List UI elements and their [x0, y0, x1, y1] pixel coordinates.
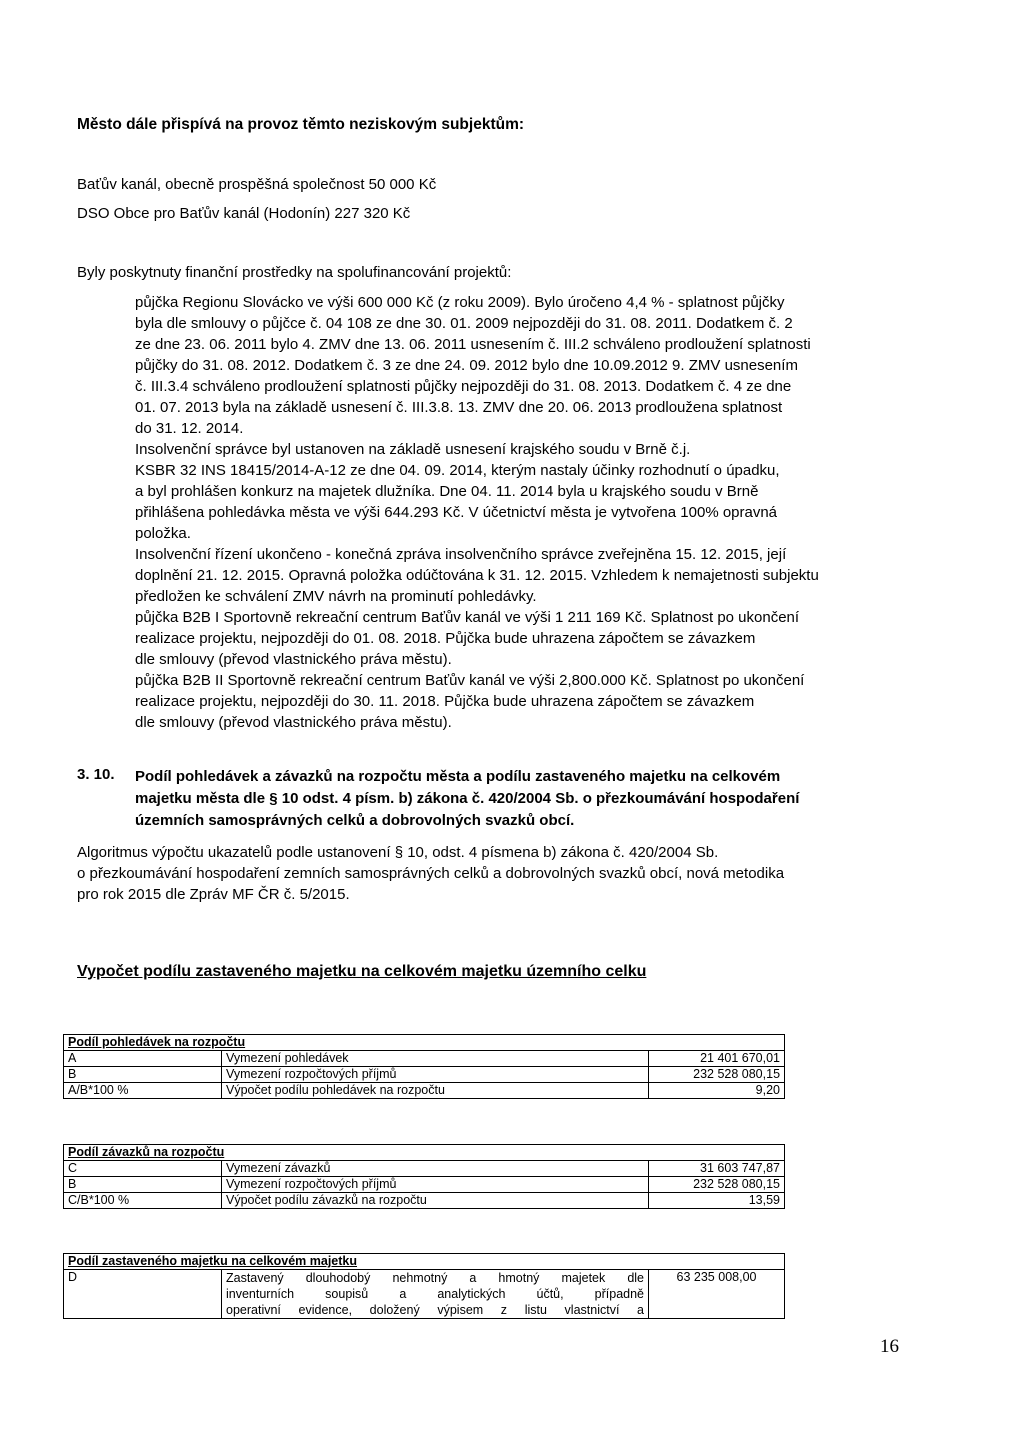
row-description: Vymezení rozpočtových příjmů: [222, 1067, 649, 1083]
row-description: Výpočet podílu pohledávek na rozpočtu: [222, 1083, 649, 1099]
table-title: Podíl zastaveného majetku na celkovém majetku: [64, 1254, 649, 1270]
row-value: 232 528 080,15: [649, 1177, 785, 1193]
table-row: [64, 1193, 785, 1209]
page-heading: Město dále přispívá na provoz těmto neziskovým subjektům:: [77, 116, 525, 133]
section-number: 3. 10.: [77, 766, 115, 783]
row-code: D: [64, 1270, 222, 1319]
algorithm-line: pro rok 2015 dle Zpráv MF ČR č. 5/2015.: [77, 886, 350, 903]
table-row: [64, 1270, 785, 1319]
row-description: Vymezení pohledávek: [222, 1051, 649, 1067]
row-description-line: Zastavený dlouhodobý nehmotný a hmotný majetek dle: [226, 1271, 645, 1285]
body-line: půjčka Regionu Slovácko ve výši 600 000 Kč (z roku 2009). Bylo úročeno 4,4 % - splatnost půjčky: [135, 294, 785, 311]
section-title-line: majetku města dle § 10 odst. 4 písm. b) zákona č. 420/2004 Sb. o přezkoumávání hospodaření: [135, 790, 800, 807]
subject-line: Baťův kanál, obecně prospěšná společnost 50 000 Kč: [77, 176, 437, 193]
body-line: č. III.3.4 schváleno prodloužení splatnosti půjčky nejpozději do 31. 08. 2013. Dodatkem č. 4 ze dne: [135, 378, 792, 395]
body-line: do 31. 12. 2014.: [135, 420, 244, 437]
row-code: B: [64, 1177, 222, 1193]
row-code: B: [64, 1067, 222, 1083]
table-row: [64, 1067, 785, 1083]
section-title-line: územních samosprávných celků a dobrovolných svazků obcí.: [135, 812, 575, 829]
row-code: C: [64, 1161, 222, 1177]
calculation-title: Vypočet podílu zastaveného majetku na celkovém majetku územního celku: [77, 963, 647, 980]
body-line: dle smlouvy (převod vlastnického práva městu).: [135, 714, 452, 731]
section-title-line: Podíl pohledávek a závazků na rozpočtu města a podílu zastaveného majetku na celkovém: [135, 768, 781, 785]
row-description: Vymezení rozpočtových příjmů: [222, 1177, 649, 1193]
row-value: 9,20: [649, 1083, 785, 1099]
body-line: Insolvenční řízení ukončeno - konečná zpráva insolvenčního správce zveřejněna 15. 12. 2015, její: [135, 546, 787, 563]
table-title: Podíl pohledávek na rozpočtu: [64, 1035, 649, 1051]
row-value: 31 603 747,87: [649, 1161, 785, 1177]
row-code: A: [64, 1051, 222, 1067]
liabilities-table: [63, 1144, 785, 1209]
row-description-line: inventurních soupisů a analytických účtů, případně: [226, 1287, 645, 1301]
receivables-table: [63, 1034, 785, 1099]
body-line: realizace projektu, nejpozději do 01. 08. 2018. Půjčka bude uhrazena zápočtem se závazkem: [135, 630, 756, 647]
body-line: realizace projektu, nejpozději do 30. 11. 2018. Půjčka bude uhrazena zápočtem se závazkem: [135, 693, 755, 710]
row-code: C/B*100 %: [64, 1193, 222, 1209]
body-line: dle smlouvy (převod vlastnického práva městu).: [135, 651, 452, 668]
row-description: [222, 1270, 649, 1319]
row-value: 63 235 008,00: [649, 1270, 785, 1319]
body-line: půjčka B2B I Sportovně rekreační centrum Baťův kanál ve výši 1 211 169 Kč. Splatnost po ukončení: [135, 609, 800, 626]
body-line: Insolvenční správce byl ustanoven na základě usnesení krajského soudu v Brně č.j.: [135, 441, 691, 458]
table-title: Podíl závazků na rozpočtu: [64, 1145, 649, 1161]
table-row: [64, 1177, 785, 1193]
subject-line: DSO Obce pro Baťův kanál (Hodonín) 227 320 Kč: [77, 205, 411, 222]
pledged-assets-table: [63, 1253, 785, 1319]
row-value: 232 528 080,15: [649, 1067, 785, 1083]
body-line: KSBR 32 INS 18415/2014-A-12 ze dne 04. 09. 2014, kterým nastaly účinky rozhodnutí o úpadku,: [135, 462, 780, 479]
body-line: byla dle smlouvy o půjčce č. 04 108 ze dne 30. 01. 2009 nejpozději do 31. 08. 2011. Dodatkem č. 2: [135, 315, 793, 332]
body-line: 01. 07. 2013 byla na základě usnesení č. III.3.8. 13. ZMV dne 20. 06. 2013 prodloužena splatnost: [135, 399, 783, 416]
body-line: přihlášena pohledávka města ve výši 644.293 Kč. V účetnictví města je vytvořena 100% opravná: [135, 504, 778, 521]
body-line: půjčky do 31. 08. 2012. Dodatkem č. 3 ze dne 24. 09. 2012 bylo dne 10.09.2012 9. ZMV usnesením: [135, 357, 798, 374]
row-description: Vymezení závazků: [222, 1161, 649, 1177]
page-number: 16: [880, 1336, 899, 1357]
table-row: [64, 1051, 785, 1067]
row-description-line: operativní evidence, doložený výpisem z listu vlastnictví a: [226, 1303, 645, 1317]
body-line: položka.: [135, 525, 191, 542]
projects-intro: Byly poskytnuty finanční prostředky na spolufinancování projektů:: [77, 264, 512, 281]
row-code: A/B*100 %: [64, 1083, 222, 1099]
table-row: [64, 1161, 785, 1177]
algorithm-paragraph: [77, 842, 905, 905]
table-row: [64, 1083, 785, 1099]
row-value: 13,59: [649, 1193, 785, 1209]
row-description: Výpočet podílu závazků na rozpočtu: [222, 1193, 649, 1209]
row-value: 21 401 670,01: [649, 1051, 785, 1067]
body-line: předložen ke schválení ZMV návrh na prominutí pohledávky.: [135, 588, 537, 605]
body-line: ze dne 23. 06. 2011 bylo 4. ZMV dne 13. 06. 2011 usnesením č. III.2 schváleno prodloužení splatnosti: [135, 336, 811, 353]
body-line: doplnění 21. 12. 2015. Opravná položka odúčtována k 31. 12. 2015. Vzhledem k nemajetnosti subjektu: [135, 567, 819, 584]
algorithm-line: o přezkoumávání hospodaření zemních samosprávných celků a dobrovolných svazků obcí, nová metodika: [77, 865, 785, 882]
section-title: [135, 766, 905, 832]
body-line: a byl prohlášen konkurz na majetek dlužníka. Dne 04. 11. 2014 byla u krajského soudu v Brně: [135, 483, 759, 500]
body-line: půjčka B2B II Sportovně rekreační centrum Baťův kanál ve výši 2,800.000 Kč. Splatnost po ukončení: [135, 672, 805, 689]
algorithm-line: Algoritmus výpočtu ukazatelů podle ustanovení § 10, odst. 4 písmena b) zákona č. 420/2004 Sb.: [77, 844, 719, 861]
